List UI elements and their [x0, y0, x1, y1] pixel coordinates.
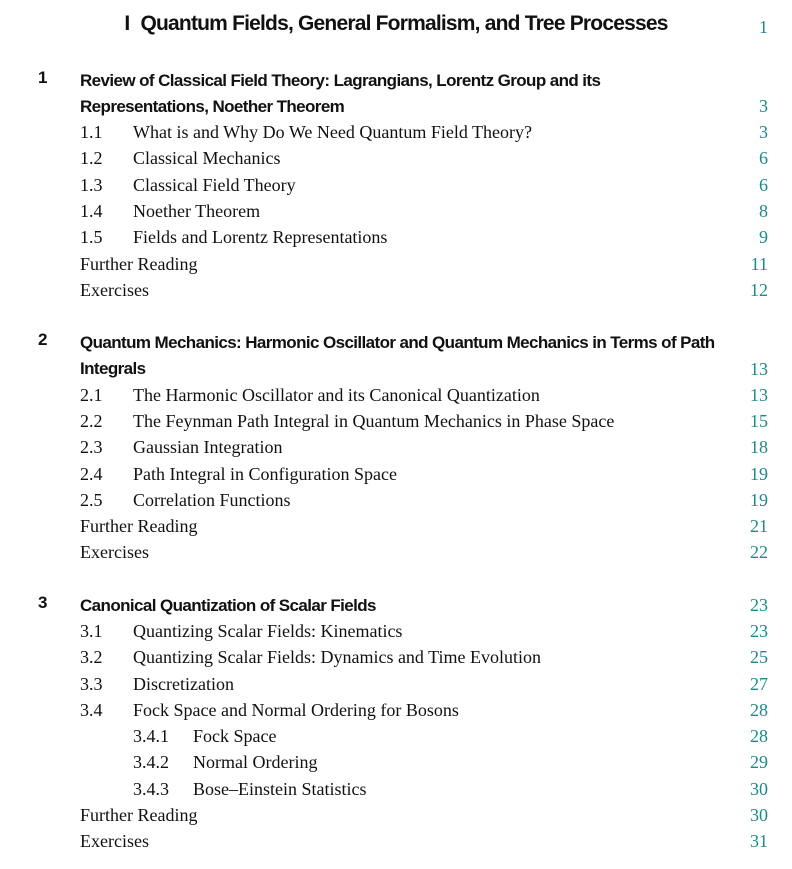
section-page-number[interactable]: 23 — [750, 621, 768, 641]
section-number: 1.3 — [80, 175, 103, 195]
toc-entry[interactable] — [0, 828, 792, 854]
section-number: 3.1 — [80, 621, 103, 641]
section-page-number[interactable]: 27 — [750, 674, 768, 694]
chapter-number: 3 — [38, 593, 48, 612]
toc-entry[interactable] — [0, 382, 792, 408]
section-number: 1.2 — [80, 148, 103, 168]
chapter-title[interactable]: Review of Classical Field Theory: Lagrangians, Lorentz Group and its Representations, Noether Theorem — [80, 71, 601, 116]
toc-entry[interactable] — [0, 172, 792, 198]
section-page-number[interactable]: 18 — [750, 437, 768, 457]
chapter-page-number[interactable]: 13 — [750, 359, 768, 379]
section-title[interactable]: Fields and Lorentz Representations — [133, 227, 388, 247]
chapter-page-number[interactable]: 3 — [759, 96, 768, 116]
section-title[interactable]: Correlation Functions — [133, 490, 291, 510]
toc-entry[interactable] — [0, 644, 792, 670]
chapter-number: 2 — [38, 330, 48, 349]
section-title[interactable]: Classical Mechanics — [133, 148, 281, 168]
section-page-number[interactable]: 11 — [750, 254, 768, 274]
chapter-page-row — [0, 592, 792, 618]
toc-entry[interactable] — [0, 224, 792, 250]
section-title[interactable]: Discretization — [133, 674, 234, 694]
toc-entry[interactable] — [0, 119, 792, 145]
subsection-number: 3.4.2 — [133, 752, 169, 772]
section-page-number[interactable]: 19 — [750, 464, 768, 484]
toc-entry[interactable] — [0, 198, 792, 224]
section-page-number[interactable]: 3 — [759, 122, 768, 142]
section-page-number[interactable]: 19 — [750, 490, 768, 510]
section-page-number[interactable]: 15 — [750, 411, 768, 431]
section-title[interactable]: Quantizing Scalar Fields: Dynamics and Time Evolution — [133, 647, 541, 667]
section-page-number[interactable]: 9 — [759, 227, 768, 247]
chapter-page-number[interactable]: 23 — [750, 595, 768, 615]
toc-entry[interactable] — [0, 539, 792, 565]
toc-entry[interactable] — [0, 697, 792, 723]
section-title[interactable]: Noether Theorem — [133, 201, 261, 221]
toc-subentry[interactable] — [0, 749, 792, 775]
toc-entry[interactable] — [0, 618, 792, 644]
section-number: 1.5 — [80, 227, 103, 247]
section-title[interactable]: Exercises — [80, 831, 149, 851]
chapter-page-row — [0, 356, 792, 382]
part-number: I — [124, 12, 130, 35]
section-title[interactable]: What is and Why Do We Need Quantum Field Theory? — [133, 122, 532, 142]
section-page-number[interactable]: 21 — [750, 516, 768, 536]
chapter-page-row — [0, 93, 792, 119]
section-number: 2.1 — [80, 385, 103, 405]
subsection-title[interactable]: Normal Ordering — [193, 752, 318, 772]
section-title[interactable]: Exercises — [80, 542, 149, 562]
toc-entry[interactable] — [0, 408, 792, 434]
section-page-number[interactable]: 22 — [750, 542, 768, 562]
section-number: 1.1 — [80, 122, 103, 142]
section-page-number[interactable]: 6 — [759, 148, 768, 168]
part-heading — [0, 12, 792, 36]
section-number: 2.2 — [80, 411, 103, 431]
section-number: 3.4 — [80, 700, 103, 720]
toc-entry[interactable] — [0, 251, 792, 277]
part-title: Quantum Fields, General Formalism, and Tree Processes — [140, 12, 668, 35]
section-number: 3.2 — [80, 647, 103, 667]
chapter-title[interactable]: Canonical Quantization of Scalar Fields — [80, 596, 376, 615]
section-title[interactable]: Classical Field Theory — [133, 175, 296, 195]
section-number: 2.4 — [80, 464, 103, 484]
toc-entry[interactable] — [0, 145, 792, 171]
section-number: 3.3 — [80, 674, 103, 694]
section-page-number[interactable]: 6 — [759, 175, 768, 195]
section-number: 2.3 — [80, 437, 103, 457]
section-title[interactable]: Further Reading — [80, 805, 198, 825]
toc-subentry[interactable] — [0, 723, 792, 749]
part-page-number: 1 — [759, 17, 768, 37]
section-number: 1.4 — [80, 201, 103, 221]
toc-entry[interactable] — [0, 802, 792, 828]
section-title[interactable]: Further Reading — [80, 516, 198, 536]
section-title[interactable]: Gaussian Integration — [133, 437, 283, 457]
toc-entry[interactable] — [0, 434, 792, 460]
section-page-number[interactable]: 12 — [750, 280, 768, 300]
section-title[interactable]: The Harmonic Oscillator and its Canonical Quantization — [133, 385, 540, 405]
section-page-number[interactable]: 28 — [750, 700, 768, 720]
subsection-title[interactable]: Fock Space — [193, 726, 277, 746]
subsection-number: 3.4.1 — [133, 726, 169, 746]
toc-entry[interactable] — [0, 513, 792, 539]
chapter-number: 1 — [38, 68, 48, 87]
section-title[interactable]: The Feynman Path Integral in Quantum Mechanics in Phase Space — [133, 411, 615, 431]
section-page-number[interactable]: 25 — [750, 647, 768, 667]
section-title[interactable]: Exercises — [80, 280, 149, 300]
section-page-number[interactable]: 8 — [759, 201, 768, 221]
toc-entry[interactable] — [0, 487, 792, 513]
subsection-title[interactable]: Bose–Einstein Statistics — [193, 779, 367, 799]
section-page-number[interactable]: 30 — [750, 779, 768, 799]
section-page-number[interactable]: 28 — [750, 726, 768, 746]
section-page-number[interactable]: 30 — [750, 805, 768, 825]
subsection-number: 3.4.3 — [133, 779, 169, 799]
section-title[interactable]: Further Reading — [80, 254, 198, 274]
section-page-number[interactable]: 13 — [750, 385, 768, 405]
chapter-title[interactable]: Quantum Mechanics: Harmonic Oscillator and Quantum Mechanics in Terms of Path Integrals — [80, 333, 715, 378]
toc-entry[interactable] — [0, 671, 792, 697]
section-page-number[interactable]: 31 — [750, 831, 768, 851]
section-number: 2.5 — [80, 490, 103, 510]
toc-entry[interactable] — [0, 461, 792, 487]
toc-entry[interactable] — [0, 277, 792, 303]
toc-subentry[interactable] — [0, 776, 792, 802]
section-page-number[interactable]: 29 — [750, 752, 768, 772]
section-title[interactable]: Fock Space and Normal Ordering for Bosons — [133, 700, 459, 720]
section-title[interactable]: Path Integral in Configuration Space — [133, 464, 397, 484]
section-title[interactable]: Quantizing Scalar Fields: Kinematics — [133, 621, 403, 641]
